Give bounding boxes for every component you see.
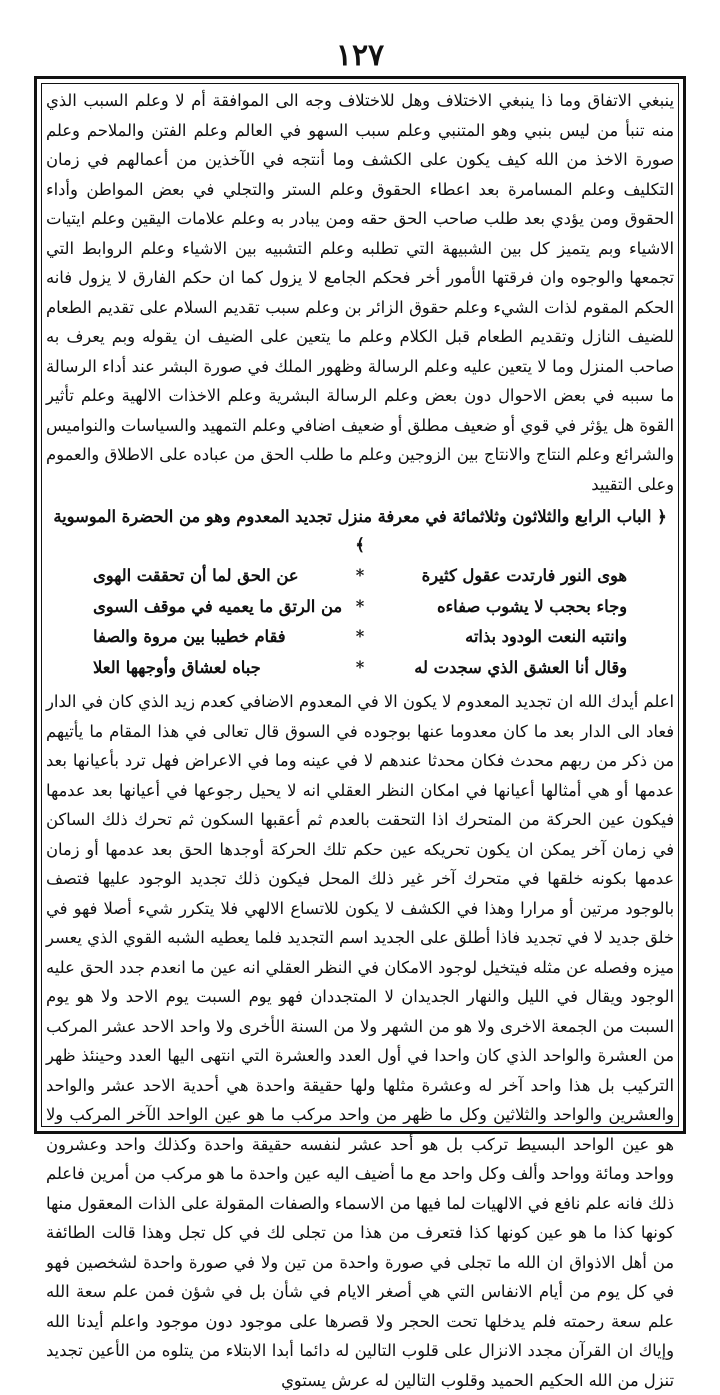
poem-verse [46,561,674,592]
paragraph-1: ينبغي الاتفاق وما ذا ينبغي الاختلاف وهل للاختلاف وجه الى الموافقة أم لا وعلم السبب الذي منه تنبأ من ليس بنبي وهو المتنبي وعلم سبب السهو في العالم وعلم الفتن والملاحم وعلم صورة الاخذ من الله كيف يكون على الكشف وما أنتجه في الآخذين من أعمالهم في زمان التكليف وعلم المسامرة بعد اعطاء الحقوق وعلم الستر والتجلي في بعض المواطن وأداء الحقوق ومن يؤدي بعد طلب صاحب الحق حقه ومن يبادر به وعلم علامات اليقين وعلم ايتيات الاشياء وبم يتميز كل بين الشبيهة التي تطلبه وعلم التشبيه بين الاشياء وعلم الروابط التي تجمعها والوجوه وان فرقتها الأمور أخر فحكم الجامع لا يزول كما ان حكم الفارق لا يزول فانه الحكم المقوم لذات الشيء وعلم حقوق الزائر بن وعلم سبب تقديم السلام على تقديم الطعام للضيف النازل وتقديم الطعام قبل الكلام وعلم ما يتعين على الضيف ان يقوله وبم يعرف به صاحب المنزل وما لا يتعين عليه وعلم الرسالة وظهور الملك في صورة البشر عند أداء الرسالة ما سببه في بعض الاحوال دون بعض وعلم الرسالة البشرية وعلم الاخذات الالهية وعلم تأثير القوة هل يؤثر في قوي أو ضعيف مطلق أو ضعيف اضافي وعلم التمهيد والسياسات والنواميس والشرائع وعلم النتاج والانتاج بين الزوجين وعلم ما طلب الحق من عباده على الاطلاق والعموم وعلى التقييد [46,91,674,494]
verse-first-hemistich: هوى النور فارتدت عقول كثيرة [421,566,627,585]
poem [46,561,674,683]
poem-verse [46,592,674,623]
verse-second-hemistich: فقام خطيبا بين مروة والصفا [93,627,286,646]
verse-separator-star: * [355,596,365,616]
poem-verse [46,653,674,684]
verse-separator-star: * [355,657,365,677]
paragraph-2: اعلم أيدك الله ان تجديد المعدوم لا يكون الا في المعدوم الاضافي كعدم زيد الذي كان في الدار فعاد الى الدار بعد ما كان معدوما عنها بوجوده في السوق قال تعالى في هذا المقام ما يأتيهم من ذكر من ربهم محدث فكان محدثا عندهم لا في عينه وما في الاعراض فهل ترد بأعيانها بعد عدمها أو هي أمثالها أعيانها في امكان النظر العقلي انه لا يحيل رجوعها في أعيانها بعد عدمها فيكون عين الحركة من المتحرك اذا التحقت بالعدم ثم أعقبها السكون ثم تحرك ذلك الساكن في زمان آخر يمكن ان يكون تحريكه عين حكم تلك الحركة أوجدها الحق بعد عدمها أو زمان عدمها بكونه خلقها في متحرك آخر غير ذلك المحل فيكون ذلك تجديد الوجود عليها فتصف بالوجود مرتين أو مرارا وهذا في الكشف لا يكون للاتساع الالهي فلا يتكرر شيء أصلا فهو في خلق جديد لا في تجديد فاذا أطلق على الجديد اسم التجديد فلما يعطيه الشبه القوي الذي يعسر ميزه وفصله عن مثله فيتخيل لوجود الامكان في النظر العقلي انه عين ما انعدم جدد الحق عليه الوجود ويقال في الليل والنهار الجديدان لا المتجددان فهو يوم السبت يوم الاحد ولا هو يوم السبت من الجمعة الاخرى ولا هو من الشهر ولا من السنة الأخرى ولا واحد الاحد عشر المركب من العشرة والواحد الذي كان واحدا في أول العدد والعشرة التي انتهى اليها العدد وحينئذ ظهر التركيب بل هذا واحد آخر له وعشرة مثلها ولها حقيقة واحدة هي أحدية الاحد عشر والواحد والعشرين والواحد والثلاثين وكل ما ظهر من واحد مركب ما هو عين الواحد الآخر المركب ولا هو عين الواحد البسيط تركب بل هو أحد عشر لنفسه حقيقة واحدة وكذلك واحد وعشرون وواحد ومائة وواحد وألف وكل واحد مع ما أضيف اليه عين واحدة ما هو مركب من أمرين فاعلم ذلك فانه علم نافع في الالهيات لما فيها من الاسماء والصفات المقولة على الذات المعقول منها كونها كذا ما هو عين كونها كذا فتعرف من هذا من تجلى لك في كل تجل وهذا قالت الطائفة من أهل الاذواق ان الله ما تجلى في صورة واحدة من تين ولا في صورة واحدة لشخصين فهو في كل يوم من أيام الانفاس التي هي أصغر الايام في شأن بل في شؤن فمن علم سعة الله علم سعة رحمته فلم يدخلها تحت الحجر ولا قصرها على موجود دون موجود واعلم أيدنا الله وإياك ان القرآن مجدد الانزال على قلوب التالين له دائما أبدا الابتلاء من يتلوه من الأعين تجديد تنزل من الله الحكيم الحميد وقلوب التالين له عرش يستوي [46,692,674,1390]
poem-verse [46,622,674,653]
page-number: ١٢٧ [335,38,385,73]
verse-first-hemistich: وجاء بحجب لا يشوب صفاءه [436,596,627,616]
verse-separator-star: * [355,627,365,646]
chapter-heading: ﴿ الباب الرابع والثلاثون وثلاثمائة في معرفة منزل تجديد المعدوم وهو من الحضرة الموسوية ﴾ [53,507,667,554]
verse-second-hemistich: من الرتق ما يعميه في موقف السوى [93,596,343,616]
verse-second-hemistich: جباه لعشاق وأوجهها العلا [93,657,261,677]
verse-separator-star: * [355,566,365,585]
verse-first-hemistich: وقال أنا العشق الذي سجدت له [414,657,627,677]
verse-second-hemistich: عن الحق لما أن تحققت الهوى [93,566,299,585]
page-content [46,86,674,1395]
verse-first-hemistich: وانتبه النعت الودود بذاته [465,627,627,646]
